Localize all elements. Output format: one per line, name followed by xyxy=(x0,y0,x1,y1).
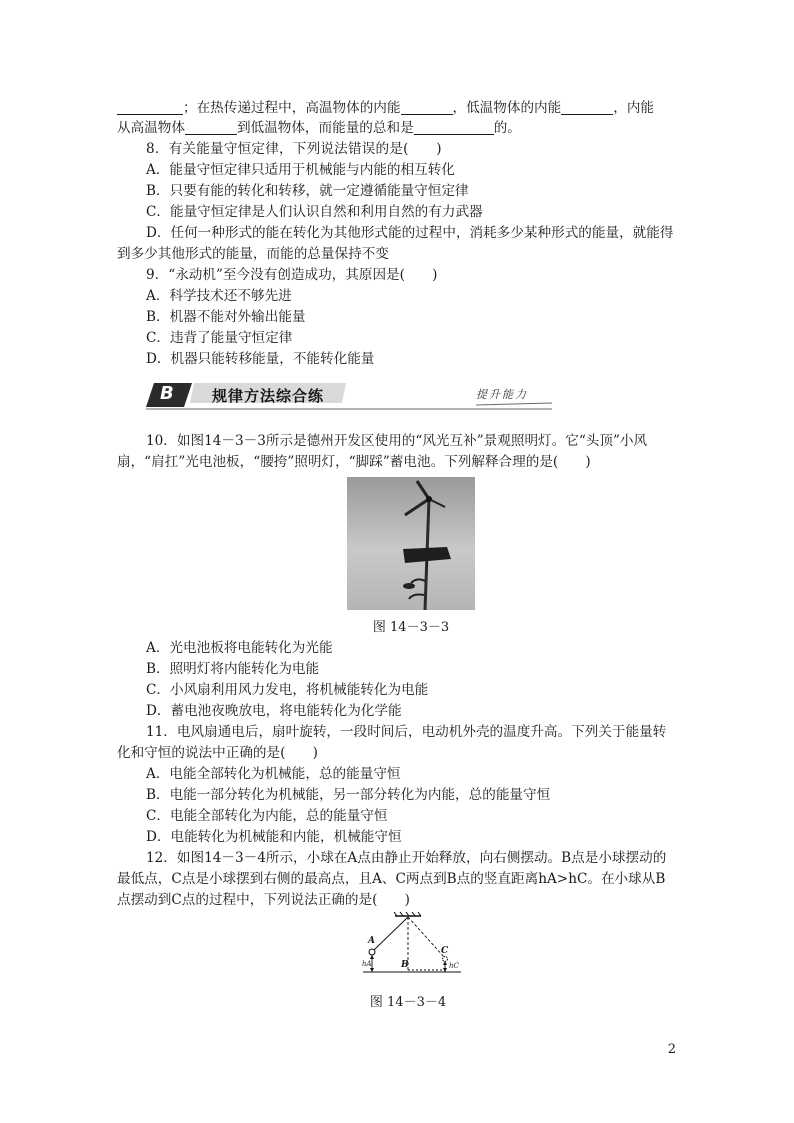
question-8-option-a[interactable]: A．能量守恒定律只适用于机械能与内能的相互转化 xyxy=(146,162,455,178)
page-number: 2 xyxy=(667,1042,676,1057)
point-a-label: A xyxy=(368,936,375,946)
question-12-stem-cont: 最低点，C点是小球摆到右侧的最高点，且A、C两点到B点的竖直距离hA>hC。在小球从B xyxy=(117,871,666,887)
question-12-stem-cont-2: 点摆动到C点的过程中，下列说法正确的是( ) xyxy=(117,892,410,908)
question-10-option-c[interactable]: C．小风扇利用风力发电，将机械能转化为电能 xyxy=(146,682,429,698)
answer-blank[interactable] xyxy=(414,120,494,135)
answer-blank[interactable] xyxy=(401,100,453,115)
point-c-label: C xyxy=(441,946,449,956)
question-11-option-c[interactable]: C．电能全部转化为内能，总的能量守恒 xyxy=(146,808,388,824)
question-8-option-d-cont: 到多少其他形式的能量，而能的总量保持不变 xyxy=(117,246,389,262)
point-b-label: B xyxy=(401,960,409,970)
question-11-option-d[interactable]: D．电能转化为机械能和内能，机械能守恒 xyxy=(146,829,402,845)
answer-blank[interactable] xyxy=(117,100,183,115)
section-header xyxy=(146,381,552,411)
question-8-option-c[interactable]: C．能量守恒定律是人们认识自然和利用自然的有力武器 xyxy=(146,204,483,220)
question-10-stem-cont: 扇，“肩扛”光电池板，“腰挎”照明灯，“脚踩”蓄电池。下列解释合理的是( ) xyxy=(117,454,591,470)
answer-blank[interactable] xyxy=(561,100,613,115)
question-10-option-a[interactable]: A．光电池板将电能转化为光能 xyxy=(146,640,333,656)
question-12-stem: 12．如图14－3－4所示，小球在A点由静止开始释放，向右侧摆动。B点是小球摆动的 xyxy=(146,850,667,866)
question-11-stem: 11．电风扇通电后，扇叶旋转，一段时间后，电动机外壳的温度升高。下列关于能量转 xyxy=(146,724,667,740)
figure-14-3-3-caption: 图 14－3－3 xyxy=(372,620,450,635)
question-10-option-b[interactable]: B．照明灯将内能转化为电能 xyxy=(146,661,320,677)
question-11-stem-cont: 化和守恒的说法中正确的是( ) xyxy=(117,745,318,761)
section-title: 规律方法综合练 xyxy=(212,387,325,405)
question-8-stem: 8．有关能量守恒定律，下列说法错误的是( ) xyxy=(146,141,442,157)
question-9-option-a[interactable]: A．科学技术还不够先进 xyxy=(146,288,292,304)
question-9-stem: 9．“永动机”至今没有创造成功，其原因是( ) xyxy=(146,267,438,283)
fill-line-1: ；在热传递过程中，高温物体的内能 ，低温物体的内能 ，内能 xyxy=(117,98,682,119)
section-badge: B xyxy=(160,383,174,404)
wind-solar-lamp-figure xyxy=(347,477,475,610)
answer-blank[interactable] xyxy=(185,120,237,135)
figure-14-3-4-caption: 图 14－3－4 xyxy=(369,995,447,1010)
pendulum-figure xyxy=(357,912,469,982)
fill-line-2: 从高温物体 到低温物体，而能量的总和是 的。 xyxy=(117,120,521,136)
height-a-label: hA xyxy=(362,960,372,968)
question-8-option-d[interactable]: D．任何一种形式的能在转化为其他形式能的过程中，消耗多少某种形式的能量，就能得 xyxy=(146,225,674,241)
section-subtitle: 提升能力 xyxy=(476,388,528,401)
question-8-option-b[interactable]: B．只要有能的转化和转移，就一定遵循能量守恒定律 xyxy=(146,183,469,199)
height-c-label: hC xyxy=(449,962,459,970)
question-9-option-c[interactable]: C．违背了能量守恒定律 xyxy=(146,330,293,346)
question-11-option-b[interactable]: B．电能一部分转化为机械能，另一部分转化为内能，总的能量守恒 xyxy=(146,787,551,803)
question-9-option-d[interactable]: D．机器只能转移能量，不能转化能量 xyxy=(146,351,375,367)
question-10-option-d[interactable]: D．蓄电池夜晚放电，将电能转化为化学能 xyxy=(146,703,402,719)
question-10-stem: 10．如图14－3－3所示是德州开发区使用的“风光互补”景观照明灯。它“头顶”小风 xyxy=(146,433,648,449)
question-11-option-a[interactable]: A．电能全部转化为机械能，总的能量守恒 xyxy=(146,766,401,782)
question-9-option-b[interactable]: B．机器不能对外输出能量 xyxy=(146,309,306,325)
